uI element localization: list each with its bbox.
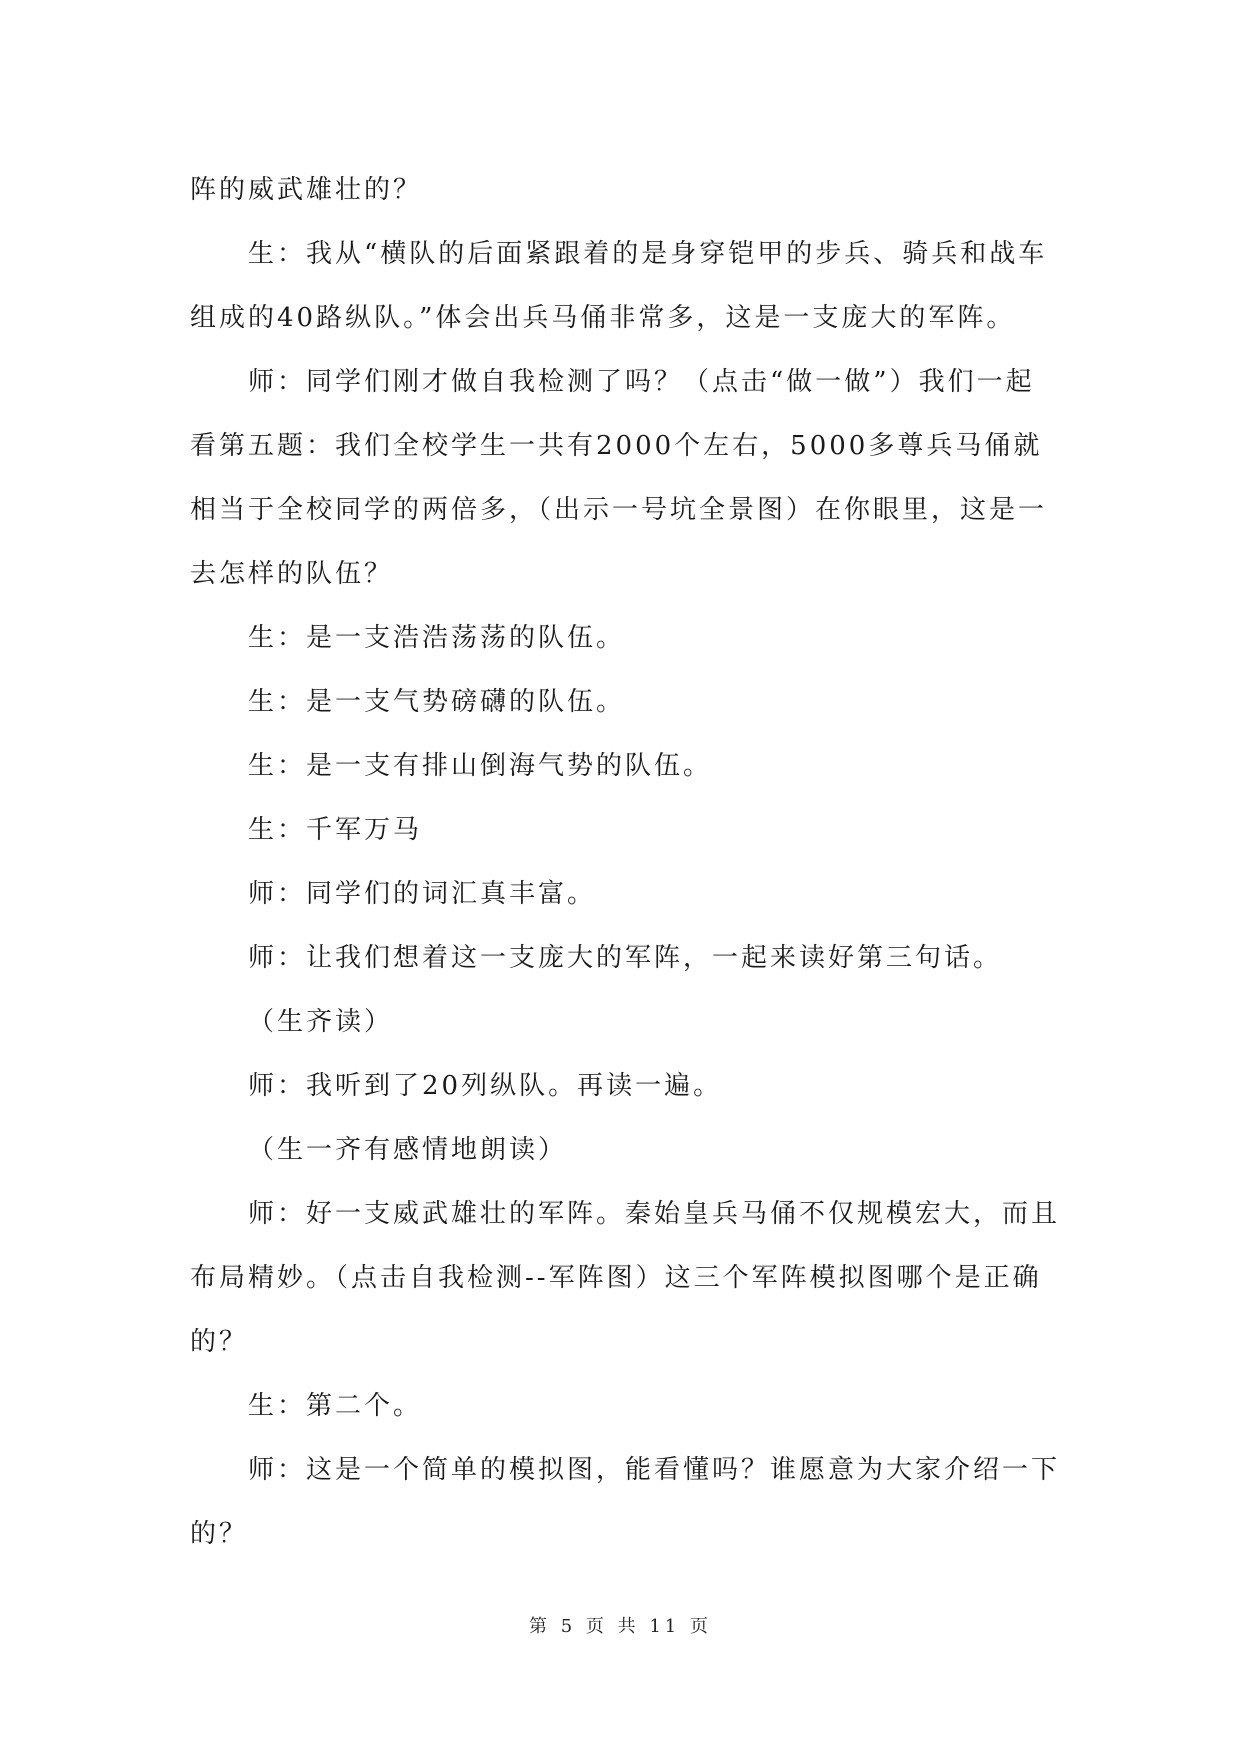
paragraph-1: 阵的威武雄壮的？	[190, 175, 423, 205]
paragraph-5: 生：是一支气势磅礴的队伍。	[248, 687, 626, 717]
paragraph-9: 师：让我们想着这一支庞大的军阵，一起来读好第三句话。	[248, 943, 1003, 973]
paragraph-15: 师：这是一个简单的模拟图，能看懂吗？谁愿意为大家介绍一下的？	[190, 1455, 1061, 1549]
paragraph-3: 师：同学们刚才做自我检测了吗？（点击“做一做”）我们一起看第五题：我们全校学生一共有2000个左右，5000多尊兵马俑就相当于全校同学的两倍多，（出示一号坑全景图）在你眼里，这是一去怎样的队伍？	[190, 367, 1048, 589]
paragraph-4: 生：是一支浩浩荡荡的队伍。	[248, 623, 626, 653]
paragraph-7: 生：千军万马	[248, 815, 423, 845]
paragraph-14: 生：第二个。	[248, 1391, 423, 1421]
paragraph-8: 师：同学们的词汇真丰富。	[248, 879, 597, 909]
paragraph-6: 生：是一支有排山倒海气势的队伍。	[248, 751, 713, 781]
paragraph-12: （生一齐有感情地朗读）	[248, 1135, 568, 1165]
paragraph-10: （生齐读）	[248, 1007, 394, 1037]
paragraph-11: 师：我听到了20列纵队。再读一遍。	[248, 1071, 723, 1101]
paragraph-2: 生：我从“横队的后面紧跟着的是身穿铠甲的步兵、骑兵和战车组成的40路纵队。”体会出兵马俑非常多，这是一支庞大的军阵。	[190, 239, 1048, 333]
document-body	[190, 158, 1060, 1566]
page-number-footer: 第 5 页 共 11 页	[529, 1616, 712, 1637]
paragraph-13: 师：好一支威武雄壮的军阵。秦始皇兵马俑不仅规模宏大，而且布局精妙。（点击自我检测--军阵图）这三个军阵模拟图哪个是正确的？	[190, 1199, 1061, 1357]
